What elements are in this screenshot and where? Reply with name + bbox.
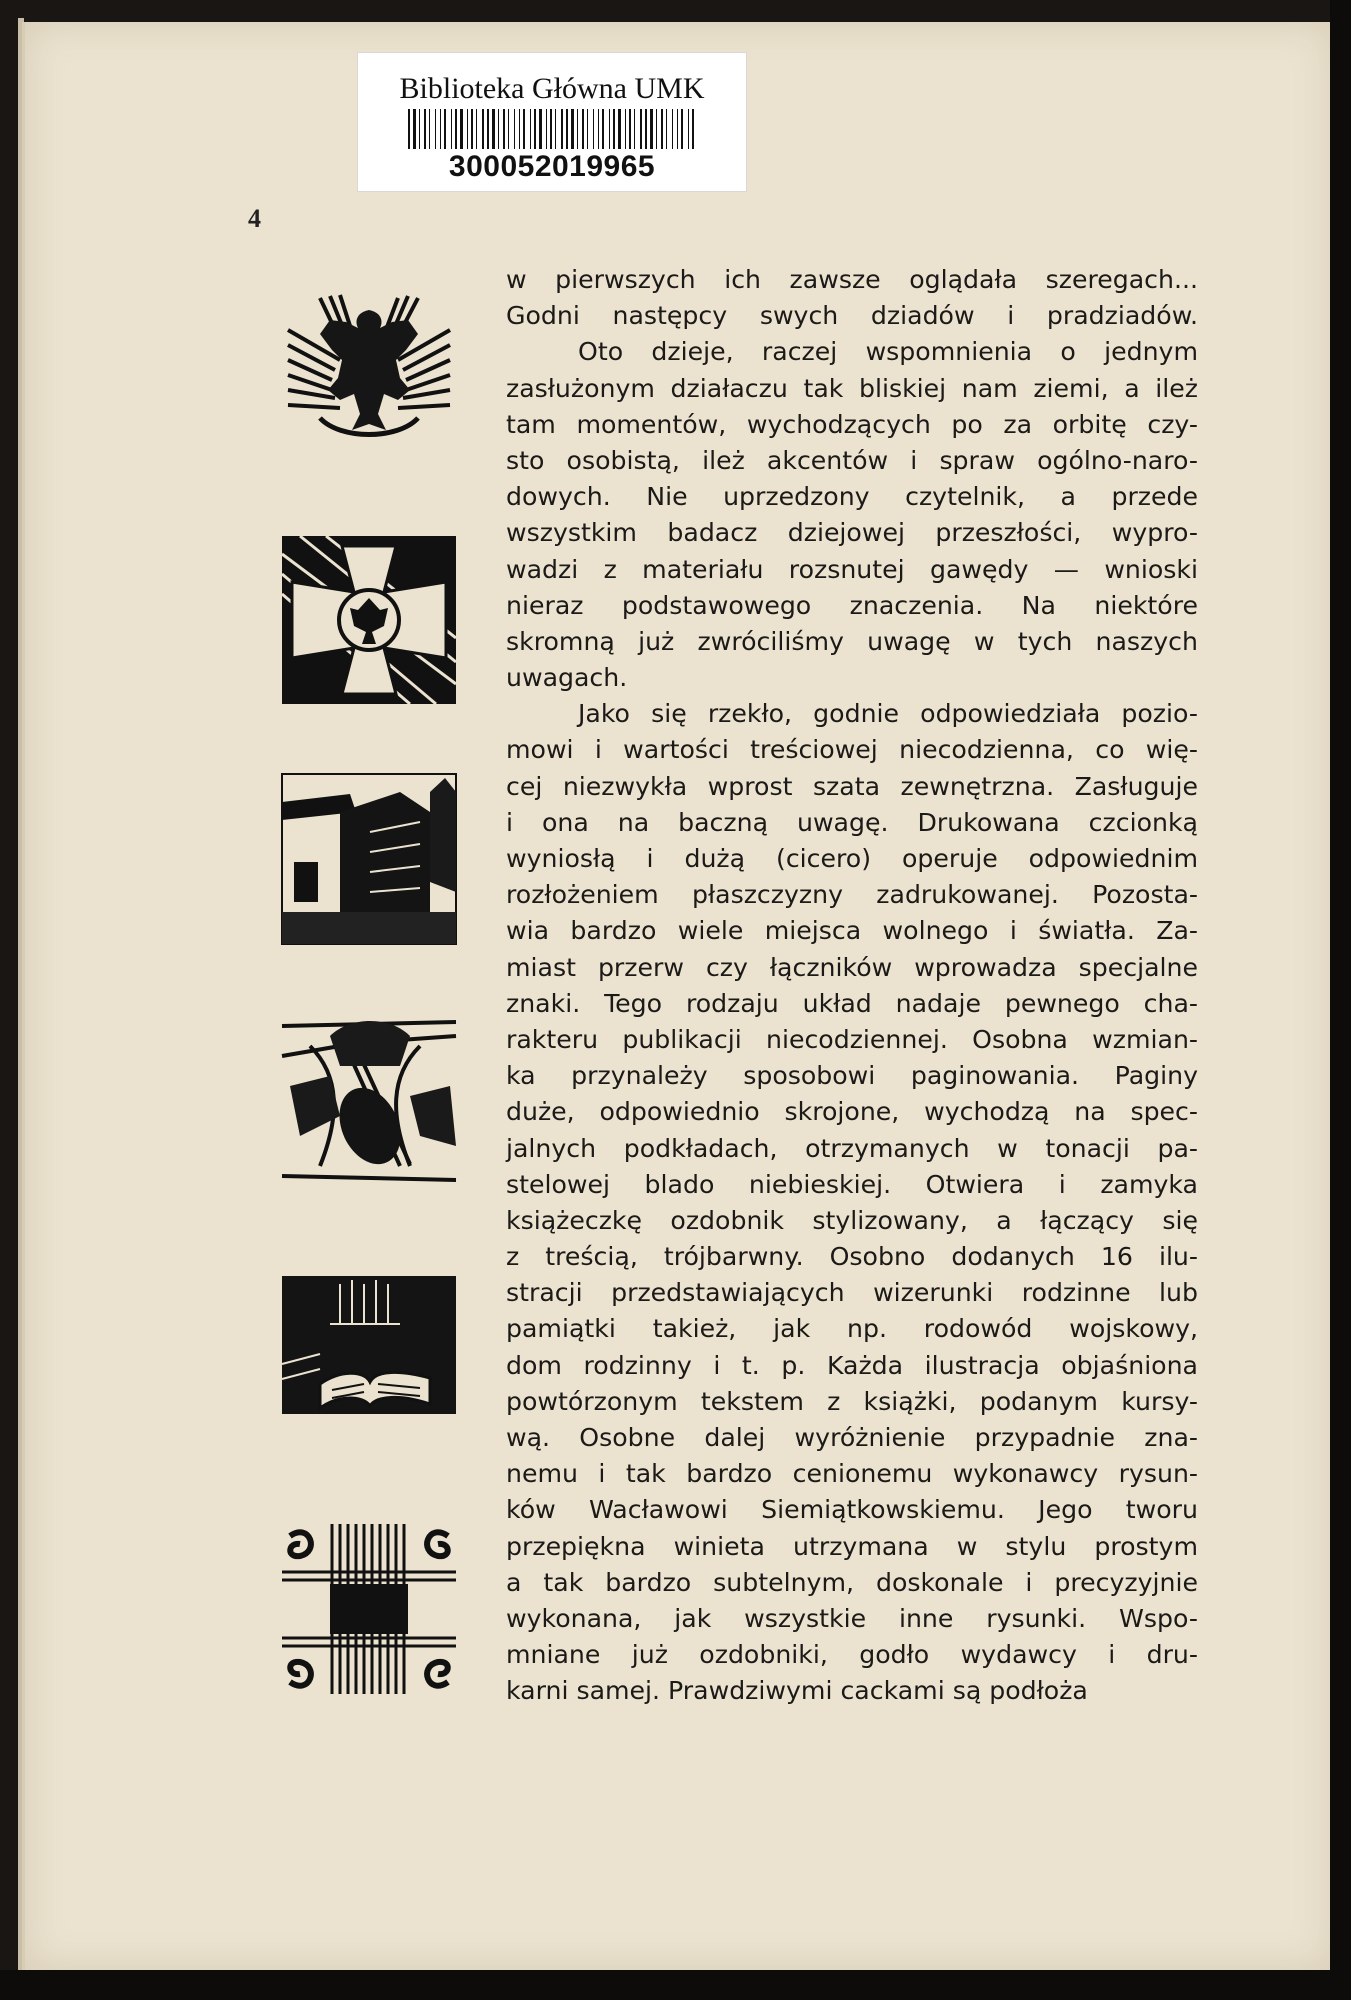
scan-edge-bottom [0,1970,1351,2000]
text-line: stracji przedstawiających wizerunki rodzinne lub [506,1278,1198,1308]
text-line: miast przerw czy łączników wprowadza specjalne [506,952,1198,982]
musician-cello-icon [280,1016,458,1190]
text-line: mniane już ozdobniki, godło wydawcy i dru- [506,1640,1198,1670]
text-line: stelowej blado niebieskiej. Otwiera i zamyka [506,1169,1198,1199]
town-street-icon [280,772,458,946]
text-line: dom rodzinny i t. p. Każda ilustracja objaśniona [506,1350,1198,1380]
text-line: skromną już zwróciliśmy uwagę w tych naszych [506,626,1198,656]
eagle-emblem-icon [280,290,458,440]
barcode-icon [402,109,702,149]
library-label-title: Biblioteka Główna UMK [399,72,705,105]
text-line: książeczkę ozdobnik stylizowany, a łączący się [506,1205,1198,1235]
ornament-vignette-icon [280,1522,458,1696]
text-line: ków Wacławowi Siemiątkowskiemu. Jego tworu [506,1495,1198,1525]
text-line: wadzi z materiału rozsnutej gawędy — wnioski [506,554,1198,584]
text-line: powtórzonym tekstem z książki, podanym kursy- [506,1386,1198,1416]
text-line: wszystkim badacz dziejowej przeszłości, wypro- [506,518,1198,548]
text-line: karni samej. Prawdziwymi cackami są podłoża [506,1676,1088,1706]
text-line: w pierwszych ich zawsze oglądała szeregach... [506,265,1198,294]
body-text [506,262,1198,1710]
text-line: znaki. Tego rodzaju układ nadaje pewnego cha- [506,988,1198,1018]
text-line: uwagach. [506,663,628,693]
text-line: z treścią, trójbarwny. Osobno dodanych 16 ilu- [506,1242,1198,1272]
text-line: duże, odpowiednio skrojone, wychodzą na spec- [506,1097,1198,1127]
text-line: a tak bardzo subtelnym, doskonale i precyzyjnie [506,1567,1198,1597]
text-line: nieraz podstawowego znaczenia. Na niektóre [506,590,1198,620]
text-line: jalnych podkładach, otrzymanych w tonacji pa- [506,1133,1198,1163]
text-line: zasłużonym działaczu tak bliskiej nam ziemi, a ileż [506,373,1198,403]
text-line: Jako się rzekło, godnie odpowiedziała pozio- [578,699,1198,729]
text-line: mowi i wartości treściowej niecodzienna, co wię- [506,735,1198,765]
text-line: cej niezwykła wprost szata zewnętrzna. Zasługuje [506,771,1198,801]
library-label-number: 300052019965 [448,150,656,183]
text-line: Oto dzieje, raczej wspomnienia o jednym [578,337,1198,367]
library-barcode-label [357,52,747,192]
scan-edge-right [1330,0,1351,2000]
cross-medal-icon [280,534,458,706]
text-line: rozłożeniem płaszczyzny zadrukowanej. Pozosta- [506,880,1198,910]
text-line: dowych. Nie uprzedzony czytelnik, a przede [506,482,1198,512]
text-line: przepiękna winieta utrzymana w stylu prostym [506,1531,1198,1561]
text-line: tam momentów, wychodzących po za orbitę czy- [506,409,1198,439]
text-line: sto osobistą, ileż akcentów i spraw ogólno-naro- [506,445,1198,475]
text-line: wą. Osobne dalej wyróżnienie przypadnie zna- [506,1423,1198,1452]
text-line: ka przynależy sposobowi paginowania. Paginy [506,1061,1198,1091]
text-line: wykonana, jak wszystkie inne rysunki. Wspo- [506,1603,1198,1633]
text-line: Godni następcy swych dziadów i pradziadów. [506,301,1198,331]
text-line: wia bardzo wiele miejsca wolnego i światła. Za- [506,916,1198,946]
open-book-candles-icon [280,1274,458,1416]
text-line: pamiątki takież, jak np. rodowód wojskowy, [506,1314,1198,1344]
page-number: 4 [248,204,261,233]
text-line: nemu i tak bardzo cenionemu wykonawcy rysun- [506,1459,1198,1489]
text-line: i ona na baczną uwagę. Drukowana czcionką [506,807,1198,837]
text-line: rakteru publikacji niecodziennej. Osobna wzmian- [506,1024,1198,1054]
text-line: wyniosłą i dużą (cicero) operuje odpowiednim [506,844,1198,873]
